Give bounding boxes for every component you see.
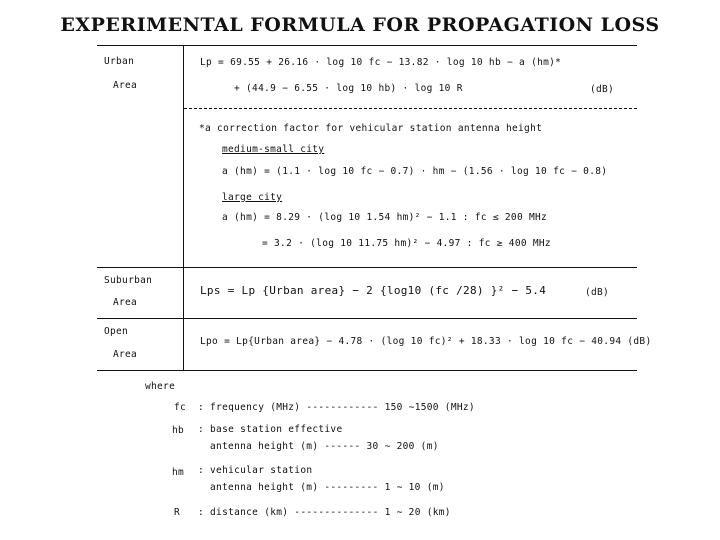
urban-note-divider	[184, 108, 637, 109]
r-symbol: R	[174, 507, 181, 518]
urban-formula-line-2: + (44.9 − 6.55 · log 10 hb) · log 10 R	[234, 83, 463, 94]
where-label: where	[145, 381, 176, 392]
large-city-heading: large city	[222, 192, 283, 203]
table-bottom-rule	[97, 370, 637, 371]
page-title: EXPERIMENTAL FORMULA FOR PROPAGATION LOSS	[60, 14, 660, 36]
fc-symbol: fc	[174, 402, 187, 413]
urban-suburban-rule	[97, 267, 637, 268]
urban-label-1: Urban	[104, 56, 135, 67]
hb-symbol: hb	[172, 425, 185, 436]
hb-description-2: antenna height (m) ------ 30 ∼ 200 (m)	[210, 441, 439, 452]
suburban-open-rule	[97, 318, 637, 319]
label-column-divider	[183, 46, 184, 370]
suburban-unit: (dB)	[585, 287, 610, 298]
urban-unit: (dB)	[590, 84, 615, 95]
suburban-formula: Lps = Lp {Urban area} − 2 {log10 (fc /28) }² − 5.4	[200, 284, 547, 297]
large-city-formula-2: = 3.2 · (log 10 11.75 hm)² − 4.97 : fc ≥ 400 MHz	[262, 238, 551, 249]
urban-label-2: Area	[113, 80, 138, 91]
fc-description: : frequency (MHz) ------------ 150 ∼1500 (MHz)	[198, 402, 475, 413]
urban-correction-note: *a correction factor for vehicular station antenna height	[199, 123, 543, 134]
r-description: : distance (km) -------------- 1 ∼ 20 (km)	[198, 507, 451, 518]
medium-city-formula: a (hm) = (1.1 · log 10 fc − 0.7) · hm − (1.56 · log 10 fc − 0.8)	[222, 166, 608, 177]
suburban-label-1: Suburban	[104, 275, 153, 286]
hm-symbol: hm	[172, 467, 185, 478]
urban-formula-line-1: Lp = 69.55 + 26.16 · log 10 fc − 13.82 · log 10 hb − a (hm)*	[200, 57, 562, 68]
open-formula: Lpo = Lp{Urban area} − 4.78 · (log 10 fc)² + 18.33 · log 10 fc − 40.94 (dB)	[200, 336, 652, 347]
hm-description-1: : vehicular station	[198, 465, 313, 476]
suburban-label-2: Area	[113, 297, 138, 308]
open-label-2: Area	[113, 349, 138, 360]
table-top-rule	[97, 45, 637, 46]
hb-description-1: : base station effective	[198, 424, 343, 435]
open-label-1: Open	[104, 326, 129, 337]
large-city-formula-1: a (hm) = 8.29 · (log 10 1.54 hm)² − 1.1 : fc ≤ 200 MHz	[222, 212, 548, 223]
medium-city-heading: medium-small city	[222, 144, 325, 155]
hm-description-2: antenna height (m) --------- 1 ∼ 10 (m)	[210, 482, 445, 493]
